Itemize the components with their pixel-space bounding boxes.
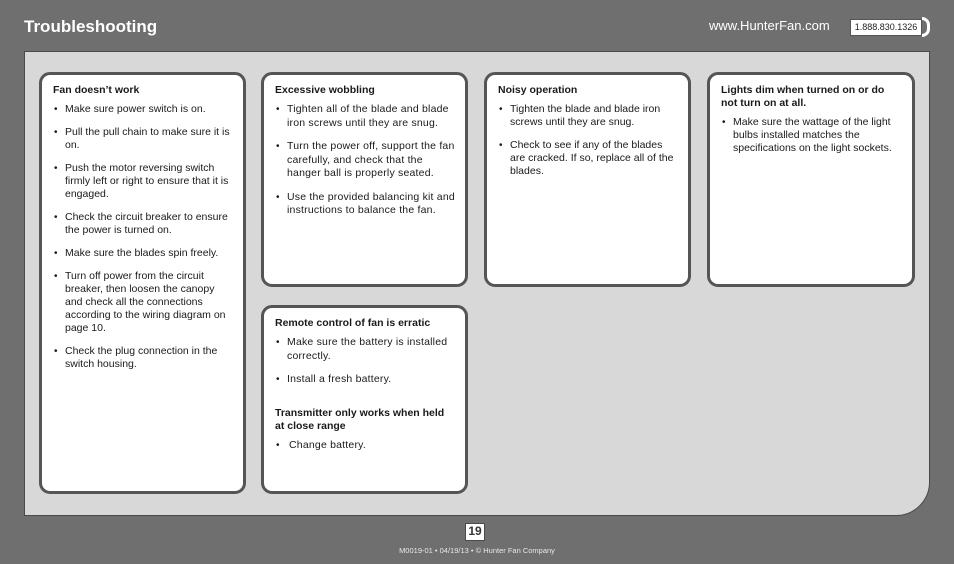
list-item: • Make sure the wattage of the light bulbs installed matches the specifications on the light sockets. — [722, 116, 892, 154]
list-item: • Turn off power from the circuit breaker, then loosen the canopy and check all the connections according to the wiring diagram on page 10. — [54, 270, 226, 334]
card-remote-control — [261, 305, 468, 494]
card-excessive-wobbling — [261, 72, 468, 287]
card-noisy-operation — [484, 72, 691, 287]
list-item: • Check the circuit breaker to ensure the power is turned on. — [54, 211, 228, 236]
card-lights-dim — [707, 72, 915, 287]
list-item: • Change battery. — [276, 438, 366, 451]
list-item: • Turn the power off, support the fan carefully, and check that the hanger ball is properly seated. — [276, 140, 455, 179]
card-title: Excessive wobbling — [275, 84, 375, 96]
card-title: Lights dim when turned on or do not turn on at all. — [721, 84, 885, 109]
list-item: • Make sure the battery is installed correctly. — [276, 336, 448, 362]
card-subtitle: Transmitter only works when held at close range — [275, 406, 445, 432]
list-item: • Check to see if any of the blades are cracked. If so, replace all of the blades. — [499, 139, 674, 177]
list-item: • Check the plug connection in the switch housing. — [54, 345, 218, 370]
card-title: Noisy operation — [498, 84, 578, 96]
phone-icon — [922, 17, 930, 37]
card-title: Fan doesn’t work — [53, 84, 140, 96]
list-item: • Install a fresh battery. — [276, 373, 392, 385]
list-item: • Tighten the blade and blade iron screws until they are snug. — [499, 103, 661, 128]
list-item: • Pull the pull chain to make sure it is on. — [54, 126, 230, 151]
page-title: Troubleshooting — [24, 17, 158, 36]
list-item: • Push the motor reversing switch firmly left or right to ensure that it is engaged. — [54, 162, 229, 200]
footer-text: M0019-01 • 04/19/13 • © Hunter Fan Company — [399, 546, 555, 555]
list-item: • Make sure the blades spin freely. — [54, 247, 219, 259]
website-url: www.HunterFan.com — [709, 18, 830, 33]
list-item: • Make sure power switch is on. — [54, 103, 206, 115]
list-item: • Tighten all of the blade and blade iron screws until they are snug. — [276, 103, 449, 129]
card-title: Remote control of fan is erratic — [275, 317, 431, 329]
card-fan-doesnt-work — [39, 72, 246, 494]
phone-number-box: 1.888.830.1326 — [850, 19, 922, 36]
page-number: 19 — [465, 523, 485, 541]
list-item: • Use the provided balancing kit and instructions to balance the fan. — [276, 190, 455, 216]
